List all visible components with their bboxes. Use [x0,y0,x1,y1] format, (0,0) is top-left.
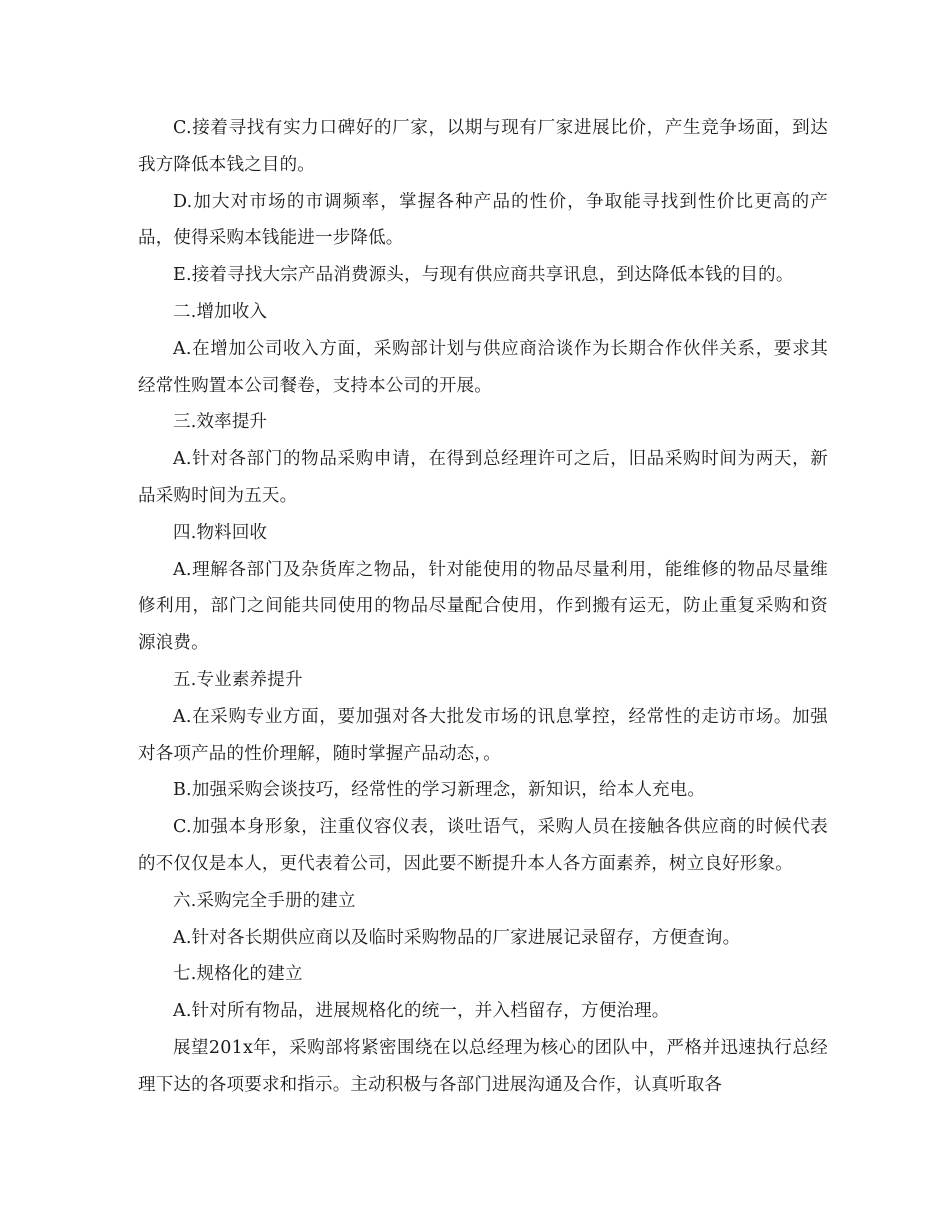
section-heading-material-recovery: 四.物料回收 [173,522,268,543]
paragraph-c-professional: C.加强本身形象，注重仪容仪表，谈吐语气，采购人员在接触各供应商的时候代表的不仅仅是本人，更代表着公司，因此要不断提升本人各方面素养，树立良好形象。 [138,817,828,874]
paragraph-a-material-recovery: A.理解各部门及杂货库之物品，针对能使用的物品尽量利用，能维修的物品尽量维修利用，部门之间能共同使用的物品尽量配合使用，作到搬有运无，防止重复采购和资源浪费。 [138,559,828,654]
paragraph-a-professional: A.在采购专业方面，要加强对各大批发市场的讯息掌控，经常性的走访市场。加强对各项产品的性价理解，随时掌握产品动态，。 [138,706,828,764]
section-heading-increase-income: 二.增加收入 [173,301,268,322]
paragraph-outlook: 展望201x年，采购部将紧密围绕在以总经理为核心的团队中，严格并迅速执行总经理下达的各项要求和指示。主动积极与各部门进展沟通及合作，认真听取各 [138,1037,828,1095]
paragraph-e-bulk-source: E.接着寻找大宗产品消费源头，与现有供应商共享讯息，到达降低本钱的目的。 [173,265,794,286]
paragraph-a-manual: A.针对各长期供应商以及临时采购物品的厂家进展记录留存，方便查询。 [173,927,741,948]
section-heading-professional: 五.专业素养提升 [173,669,303,690]
paragraph-c-supplier-comparison: C.接着寻找有实力口碑好的厂家，以期与现有厂家进展比价，产生竞争场面，到达我方降低本钱之目的。 [138,118,828,175]
section-heading-manual: 六.采购完全手册的建立 [173,890,356,911]
paragraph-a-efficiency: A.针对各部门的物品采购申请，在得到总经理许可之后，旧品采购时间为两天，新品采购时间为五天。 [138,449,828,506]
paragraph-a-income: A.在增加公司收入方面，采购部计划与供应商洽谈作为长期合作伙伴关系，要求其经常性购置本公司餐卷，支持本公司的开展。 [138,338,828,396]
document-body [138,110,828,1104]
paragraph-b-professional: B.加强采购会谈技巧，经常性的学习新理念，新知识，给本人充电。 [173,780,706,801]
paragraph-d-market-survey: D.加大对市场的市调频率，掌握各种产品的性价，争取能寻找到性价比更高的产品，使得采购本钱能进一步降低。 [138,191,828,249]
paragraph-a-standardization: A.针对所有物品，进展规格化的统一，并入档留存，方便治理。 [173,1001,670,1022]
section-heading-efficiency: 三.效率提升 [173,412,268,433]
section-heading-standardization: 七.规格化的建立 [173,964,303,985]
